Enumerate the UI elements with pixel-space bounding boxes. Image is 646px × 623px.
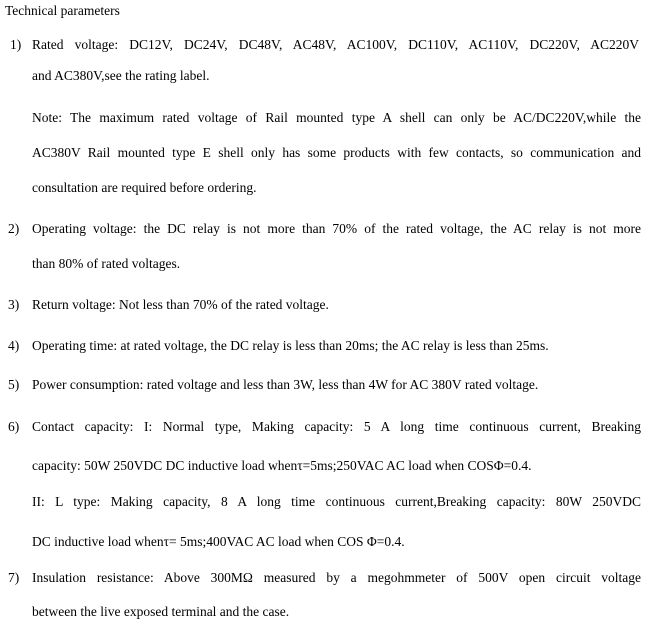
item-4-number: 4) (8, 338, 20, 353)
item-7-line-1: Insulation resistance: Above 300MΩ measured by a megohmmeter of 500V open circuit voltage (32, 570, 641, 585)
item-1-number: 1) (10, 37, 22, 52)
item-1-line-2: and AC380V,see the rating label. (32, 68, 210, 83)
item-2-number: 2) (8, 221, 20, 236)
heading: Technical parameters (5, 3, 120, 18)
item-7-number: 7) (8, 570, 20, 585)
item-6-line-3: II: L type: Making capacity, 8 A long time continuous current,Breaking capacity: 80W 250VDC (32, 494, 641, 509)
item-3-line-1: Return voltage: Not less than 70% of the rated voltage. (32, 297, 329, 312)
item-1-line-1: Rated voltage: DC12V, DC24V, DC48V, AC48V, AC100V, DC110V, AC110V, DC220V, AC220V (32, 37, 639, 52)
item-6-number: 6) (8, 419, 20, 434)
item-3-number: 3) (8, 297, 20, 312)
item-1-note-line-2: AC380V Rail mounted type E shell only has some products with few contacts, so communication and (32, 145, 641, 160)
item-1-note-line-3: consultation are required before ordering. (32, 180, 257, 195)
item-5-line-1: Power consumption: rated voltage and less than 3W, less than 4W for AC 380V rated voltage. (32, 377, 539, 392)
item-6-line-4: DC inductive load whenτ= 5ms;400VAC AC load when COS Φ=0.4. (32, 534, 405, 549)
item-2-line-2: than 80% of rated voltages. (32, 256, 181, 271)
item-6-line-1: Contact capacity: I: Normal type, Making capacity: 5 A long time continuous current, Breaking (32, 419, 641, 434)
item-5-number: 5) (8, 377, 20, 392)
item-4-line-1: Operating time: at rated voltage, the DC relay is less than 20ms; the AC relay is less than 25ms. (32, 338, 549, 353)
item-7-line-2: between the live exposed terminal and the case. (32, 604, 290, 619)
item-1-note-line-1: Note: The maximum rated voltage of Rail mounted type A shell can only be AC/DC220V,while the (32, 110, 641, 125)
item-6-line-2: capacity: 50W 250VDC DC inductive load whenτ=5ms;250VAC AC load when COSΦ=0.4. (32, 458, 532, 473)
item-2-line-1: Operating voltage: the DC relay is not more than 70% of the rated voltage, the AC relay is not more (32, 221, 641, 236)
